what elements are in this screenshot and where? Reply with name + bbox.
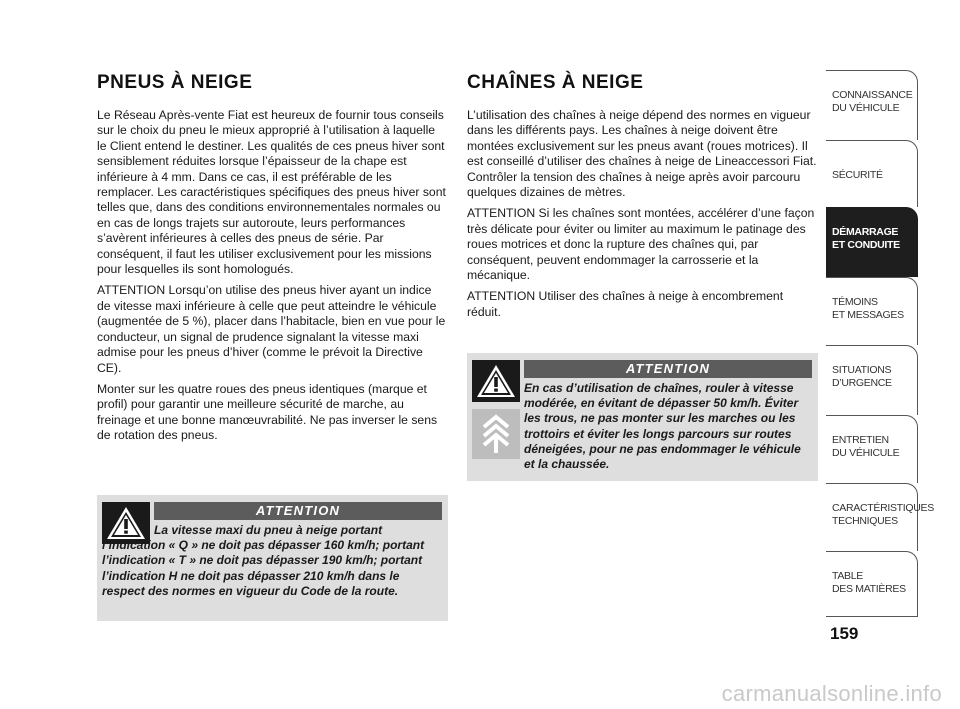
snow-chevron-icon <box>472 409 520 459</box>
paragraph: Monter sur les quatre roues des pneus identiques (marque et profil) pour garantir une meilleure sécurité de marche, au freinage et une bonne manœuvrabilité. Ne pas inverser le sens de rotation des pneus. <box>97 381 438 443</box>
warning-text: La vitesse maxi du pneu à neige portant l’indication « Q » ne doit pas dépasser 160 km/h; portant l’indication « T » ne doit pas dépasser 190 km/h; portant l’indication H ne doit pas dépasser 210 km/h dans le respect des normes en vigueur du Code de la route. <box>102 523 425 598</box>
paragraph: L’utilisation des chaînes à neige dépend des normes en vigueur dans les différents pays. Les chaînes à neige doivent être montées exclusivement sur les pneus avant (roues motrices). Il est conseillé d’utiliser des chaînes à neige de Lineaccessori Fiat. Contrôler la tension des chaînes à neige après avoir parcouru quelques dizaines de mètres. <box>467 108 817 200</box>
left-section-title: PNEUS À NEIGE <box>97 72 253 93</box>
left-section-body <box>97 108 447 450</box>
left-warning-box <box>97 495 448 621</box>
tab-caracteristiques-techniques[interactable]: CARACTÉRISTIQUES TECHNIQUES <box>826 483 918 551</box>
tab-table-des-matieres[interactable]: TABLE DES MATIÈRES <box>826 551 918 617</box>
tab-situations-d-urgence[interactable]: SITUATIONS D’URGENCE <box>826 345 918 415</box>
paragraph: ATTENTION Utiliser des chaînes à neige à encombrement réduit. <box>467 289 784 319</box>
warning-text: En cas d’utilisation de chaînes, rouler à vitesse modérée, en évitant de dépasser 50 km/h. Éviter les trous, ne pas monter sur les marches ou les trottoirs et éviter les longs parcours sur routes déneigées, pour ne pas endommager le véhicule et la chaussée. <box>524 381 801 472</box>
paragraph: Le Réseau Après-vente Fiat est heureux de fournir tous conseils sur le choix du pneu le mieux approprié à l’utilisation à laquelle le Client entend le destiner. Les qualités de ces pneus hiver sont sensiblement réduites lorsque l’épaisseur de la chape est inférieure à 4 mm. Dans ce cas, il est préférable de les remplacer. Les caractéristiques spécifiques des pneus hiver sont telles que, dans des conditions environnementales normales ou en cas de longs trajets sur autoroute, leurs performances s’avèrent inférieures à celles des pneus de série. Par conséquent, il faut les utiliser exclusivement pour les missions pour lesquelles ils sont homologués. <box>97 108 446 277</box>
tab-entretien-du-vehicule[interactable]: ENTRETIEN DU VÉHICULE <box>826 415 918 483</box>
right-section-body <box>467 108 817 326</box>
tab-temoins-et-messages[interactable]: TÉMOINS ET MESSAGES <box>826 277 918 345</box>
page-number: 159 <box>830 624 859 643</box>
tab-connaissance-du-vehicule[interactable]: CONNAISSANCE DU VÉHICULE <box>826 70 918 140</box>
paragraph: ATTENTION Si les chaînes sont montées, accélérer d’une façon très délicate pour éviter ou limiter au maximum le patinage des roues motrices et donc la rupture des chaînes qui, par conséquent, peuvent endommager la carrosserie et la mécanique. <box>467 206 815 283</box>
right-warning-box <box>467 353 818 481</box>
warning-header: ATTENTION <box>154 502 442 520</box>
paragraph: ATTENTION Lorsqu’on utilise des pneus hiver ayant un indice de vitesse maxi inférieure à celle que peut atteindre le véhicule (augmentée de 5 %), placer dans l’habitacle, bien en vue pour le conducteur, un signal de prudence signalant la vitesse maxi admise pour les pneus d’hiver (comme le prévoit la Directive CE). <box>97 283 446 375</box>
tab-demarrage-et-conduite[interactable]: DÉMARRAGE ET CONDUITE <box>826 207 918 277</box>
warning-triangle-icon <box>472 360 520 402</box>
watermark: carmanualsonline.info <box>721 681 942 706</box>
right-section-title: CHAÎNES À NEIGE <box>467 72 644 93</box>
warning-header: ATTENTION <box>524 360 812 378</box>
tab-securite[interactable]: SÉCURITÉ <box>826 140 918 207</box>
